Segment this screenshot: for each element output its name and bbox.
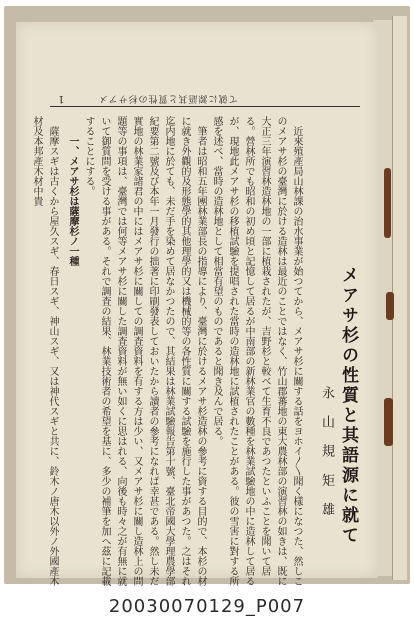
running-head: て就に源語其と質性の杉サアメ	[98, 93, 238, 103]
paragraph: 近來殖產局山林課の治水事業が始つてから、メアサ杉に關する話をヨホイ〳〵聞く樣になつた、然しこのメアサ杉の臺灣に於ける造林は最近のことではなく、竹山郡蕃地の東大農林部の演習林の如きは、既に大正三年演習林造林地の一部に植栽されたが、吉野杉と較べて生育不良であつたといふことを聞いて居る。營林所でも昭和の初め頃と記憶して居るが中南部の新林業官の數種を林業試驗地の中に造林して居るが、現地此メアサ杉の移植試驗を提唱された當時の造林地に試植されたことがある。彼の雪害に對する所感を述べ、當時の造林地として相當有望のものであると聞き及んで居る。	[211, 116, 302, 586]
paragraph: 薩摩スギは古くから屋久スギ、春日スギ、神山スギ、又は神代スギと共に、鈴木ノ唐木以外ノ外國產木材及本邦產木材中貴	[31, 116, 58, 586]
article-body	[31, 116, 358, 586]
article-author: 永 山 規 矩 雄	[319, 386, 334, 522]
image-caption: 20030070129_P007	[108, 596, 306, 617]
binding-strip	[392, 16, 407, 580]
page-number: 1	[58, 93, 65, 104]
document-page	[16, 22, 378, 586]
binding-string-middle	[386, 292, 394, 320]
section-heading: 一、メアサ杉は薩摩杉ノ一種	[67, 136, 78, 266]
article-title: メアサ杉の性質と其語源に就て	[338, 266, 358, 546]
paragraph: 筆者は昭和五年團林業部長の指導により、臺灣に於けるメアサ杉造林の參考に資する目的で、本杉の材に就き外觀的及形態學的其他理學的又は機械的等の各性質に關する試驗を施行した事があつた。之はそれ迄内地に於ても、未だ手を染めて居なかつたので、其結果は林業試驗報告第十號、臺北帝國大學理農學部紀要第二號及び本年一月發行の拙著に印刷發表しておいたから讀者の參考になれば幸甚である。然し未だ實地の林業家諸君の中にはメアサ杉に關しての調査資料を有する方は少い、又メアサ杉に關し造林上の問題等の事項は、臺灣では何等メアサ杉に關した調査資料が無い如くに思はれる、向後も時々之が有無に就いて御質問を受ける事がある。それで調査の結果、林業技術者の希望を基に、多少の補筆を加へ茲に記載することにする。	[83, 116, 206, 586]
binding-string-top	[384, 168, 391, 238]
header-rule	[50, 106, 360, 107]
binding-string-bottom	[384, 398, 393, 446]
